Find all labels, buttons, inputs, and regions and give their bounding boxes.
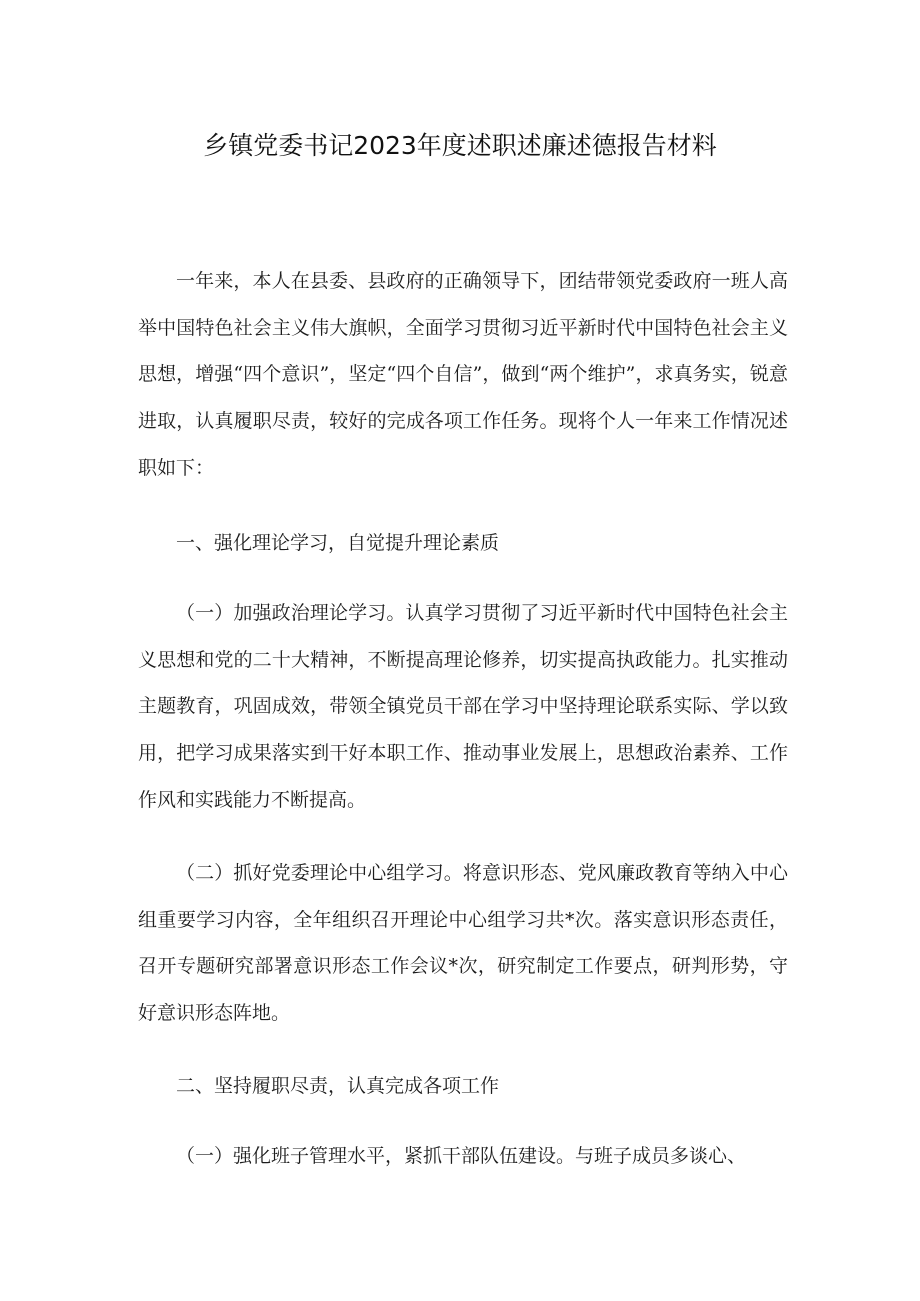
section-heading-1 (138, 520, 788, 567)
intro-paragraph (138, 258, 788, 492)
section-heading-2 (138, 1063, 788, 1110)
subsection-paragraph-1-1 (138, 590, 788, 824)
paragraph-text: （二）抓好党委理论中心组学习。将意识形态、党风廉政教育等纳入中心组重要学习内容，全年组织召开理论中心组学习共*次。落实意识形态责任，召开专题研究部署意识形态工作会议*次，研究制定工作要点，研判形势，守好意识形态阵地。 (138, 862, 788, 1025)
subsection-paragraph-2-1 (138, 1133, 788, 1180)
heading-text: 二、坚持履职尽责，认真完成各项工作 (176, 1075, 500, 1097)
paragraph-text: （一）强化班子管理水平，紧抓干部队伍建设。与班子成员多谈心、 (176, 1145, 747, 1167)
paragraph-text: （一）加强政治理论学习。认真学习贯彻了习近平新时代中国特色社会主义思想和党的二十大精神，不断提高理论修养，切实提高执政能力。扎实推动主题教育，巩固成效，带领全镇党员干部在学习中坚持理论联系实际、学以致用，把学习成果落实到干好本职工作、推动事业发展上，思想政治素养、工作作风和实践能力不断提高。 (138, 602, 788, 811)
document-title: 乡镇党委书记2023年度述职述廉述德报告材料 (203, 131, 717, 160)
heading-text: 一、强化理论学习，自觉提升理论素质 (176, 532, 500, 554)
subsection-paragraph-1-2 (138, 850, 788, 1037)
paragraph-text: 一年来，本人在县委、县政府的正确领导下，团结带领党委政府一班人高举中国特色社会主义伟大旗帜，全面学习贯彻习近平新时代中国特色社会主义思想，增强“四个意识”，坚定“四个自信”，做到“两个维护”，求真务实，锐意进取，认真履职尽责，较好的完成各项工作任务。现将个人一年来工作情况述职如下： (138, 270, 788, 479)
